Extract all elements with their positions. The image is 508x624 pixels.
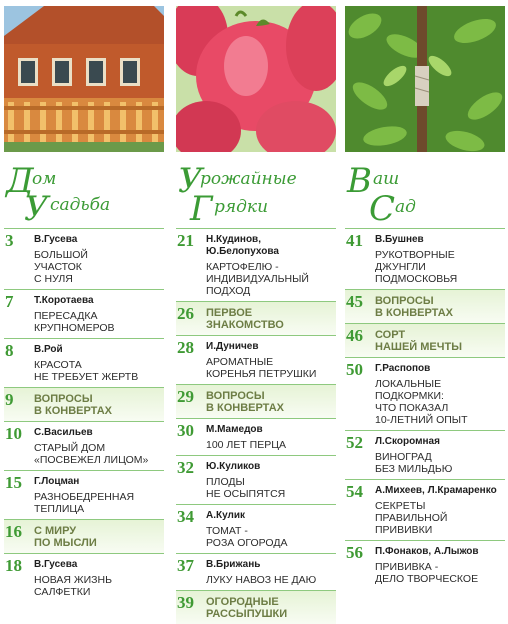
article-author: Т.Коротаева: [34, 295, 94, 306]
toc-entry[interactable]: [345, 228, 505, 289]
page-number: 3: [5, 231, 14, 250]
article-author: Г.Лоцман: [34, 476, 80, 487]
section-heading-garden: [345, 160, 505, 225]
page-number: 32: [177, 458, 194, 477]
page-number: 26: [177, 304, 194, 323]
toc-entry[interactable]: [176, 553, 336, 590]
article-title: ПРИВИВКА - ДЕЛО ТВОРЧЕСКОЕ: [375, 561, 479, 585]
article-title: НОВАЯ ЖИЗНЬ САЛФЕТКИ: [34, 574, 112, 598]
heading-word-2: садьба: [50, 195, 111, 215]
heading-initial-1: У: [178, 161, 203, 201]
article-author: Н.Кудинов, Ю.Белопухова: [206, 234, 279, 257]
article-title: ТОМАТ - РОЗА ОГОРОДА: [206, 525, 288, 549]
article-author: В.Бушнев: [375, 234, 424, 245]
heading-word-2: рядки: [214, 197, 269, 217]
photo-tomatoes: [176, 6, 336, 152]
heading-word-2: ад: [395, 197, 416, 217]
page-number: 39: [177, 593, 194, 612]
rubric-title: С МИРУ ПО МЫСЛИ: [34, 525, 97, 549]
toc-entry[interactable]: [4, 421, 164, 470]
page-number: 41: [346, 231, 363, 250]
section-heading-house: [4, 160, 164, 225]
article-title: АРОМАТНЫЕ КОРЕНЬЯ ПЕТРУШКИ: [206, 356, 317, 380]
article-author: Г.Распопов: [375, 363, 431, 374]
heading-initial-2: Г: [190, 189, 213, 225]
heading-word-1: ом: [32, 169, 57, 189]
article-author: Л.Скоромная: [375, 436, 440, 447]
article-author: И.Дуничев: [206, 341, 259, 352]
article-title: СТАРЫЙ ДОМ «ПОСВЕЖЕЛ ЛИЦОМ»: [34, 442, 149, 466]
page-number: 52: [346, 433, 363, 452]
toc-entry[interactable]: [4, 338, 164, 387]
page-number: 16: [5, 522, 22, 541]
page-number: 29: [177, 387, 194, 406]
page-number: 15: [5, 473, 22, 492]
page-number: 46: [346, 326, 363, 345]
toc-entry[interactable]: [345, 479, 505, 540]
heading-initial-1: В: [347, 161, 372, 201]
rubric-title: СОРТ НАШЕЙ МЕЧТЫ: [375, 329, 462, 353]
article-author: В.Гусева: [34, 559, 78, 570]
article-title: ВИНОГРАД БЕЗ МИЛЬДЬЮ: [375, 451, 453, 475]
toc-entry[interactable]: [345, 323, 505, 357]
toc-entry[interactable]: [176, 504, 336, 553]
toc-entries: [345, 228, 505, 589]
toc-entry[interactable]: [176, 418, 336, 455]
rubric-title: ПЕРВОЕ ЗНАКОМСТВО: [206, 307, 284, 331]
toc-entry[interactable]: [176, 590, 336, 624]
article-author: В.Рой: [34, 344, 63, 355]
toc-entry[interactable]: [4, 553, 164, 602]
article-author: В.Гусева: [34, 234, 78, 245]
toc-entry[interactable]: [4, 519, 164, 553]
section-heading-beds: [176, 160, 336, 225]
heading-initial-2: У: [24, 189, 49, 225]
toc-entries: [176, 228, 336, 624]
page-number: 37: [177, 556, 194, 575]
article-title: БОЛЬШОЙ УЧАСТОК С НУЛЯ: [34, 249, 88, 285]
toc-entry[interactable]: [4, 228, 164, 289]
article-title: ЛУКУ НАВОЗ НЕ ДАЮ: [206, 574, 317, 586]
page-number: 18: [5, 556, 22, 575]
page-number: 8: [5, 341, 14, 360]
page-number: 28: [177, 338, 194, 357]
toc-entry[interactable]: [4, 289, 164, 338]
page-number: 10: [5, 424, 22, 443]
article-title: РУКОТВОРНЫЕ ДЖУНГЛИ ПОДМОСКОВЬЯ: [375, 249, 458, 285]
toc-entry[interactable]: [345, 430, 505, 479]
article-title: 100 ЛЕТ ПЕРЦА: [206, 439, 286, 451]
toc-entry[interactable]: [4, 470, 164, 519]
rubric-title: ВОПРОСЫ В КОНВЕРТАХ: [375, 295, 453, 319]
article-author: М.Мамедов: [206, 424, 263, 435]
photo-graft-tree: [345, 6, 505, 152]
toc-entries: [4, 228, 164, 602]
rubric-title: ОГОРОДНЫЕ РАССЫПУШКИ: [206, 596, 288, 620]
toc-entry[interactable]: [176, 228, 336, 301]
heading-initial-1: Д: [6, 161, 34, 201]
page-number: 7: [5, 292, 14, 311]
article-author: В.Брижань: [206, 559, 261, 570]
article-title: ПЛОДЫ НЕ ОСЫПЯТСЯ: [206, 476, 286, 500]
page-number: 54: [346, 482, 363, 501]
rubric-title: ВОПРОСЫ В КОНВЕРТАХ: [206, 390, 284, 414]
article-title: ПЕРЕСАДКА КРУПНОМЕРОВ: [34, 310, 115, 334]
toc-entry[interactable]: [176, 455, 336, 504]
toc-entry[interactable]: [4, 387, 164, 421]
heading-word-1: рожайные: [200, 169, 297, 189]
article-author: А.Михеев, Л.Крамаренко: [375, 485, 497, 496]
heading-word-1: аш: [373, 169, 400, 189]
page-number: 34: [177, 507, 194, 526]
toc-entry[interactable]: [176, 301, 336, 335]
article-title: СЕКРЕТЫ ПРАВИЛЬНОЙ ПРИВИВКИ: [375, 500, 448, 536]
page-number: 21: [177, 231, 194, 250]
toc-entry[interactable]: [345, 540, 505, 589]
article-author: П.Фонаков, А.Лыжов: [375, 546, 479, 557]
rubric-title: ВОПРОСЫ В КОНВЕРТАХ: [34, 393, 112, 417]
page-number: 45: [346, 292, 363, 311]
article-author: А.Кулик: [206, 510, 246, 521]
article-author: Ю.Куликов: [206, 461, 261, 472]
page-number: 30: [177, 421, 194, 440]
page-number: 9: [5, 390, 14, 409]
toc-entry[interactable]: [345, 357, 505, 430]
photo-wooden-house: [4, 6, 164, 152]
article-title: РАЗНОБЕДРЕННАЯ ТЕПЛИЦА: [34, 491, 135, 515]
heading-initial-2: С: [369, 189, 396, 225]
toc-entry[interactable]: [345, 289, 505, 323]
article-author: С.Васильев: [34, 427, 93, 438]
toc-entry[interactable]: [176, 384, 336, 418]
article-title: КАРТОФЕЛЮ - ИНДИВИДУАЛЬНЫЙ ПОДХОД: [206, 261, 309, 297]
toc-entry[interactable]: [176, 335, 336, 384]
article-title: КРАСОТА НЕ ТРЕБУЕТ ЖЕРТВ: [34, 359, 139, 383]
page-number: 50: [346, 360, 363, 379]
article-title: ЛОКАЛЬНЫЕ ПОДКОРМКИ: ЧТО ПОКАЗАЛ 10-ЛЕТНИЙ ОПЫТ: [375, 378, 468, 426]
page-number: 56: [346, 543, 363, 562]
